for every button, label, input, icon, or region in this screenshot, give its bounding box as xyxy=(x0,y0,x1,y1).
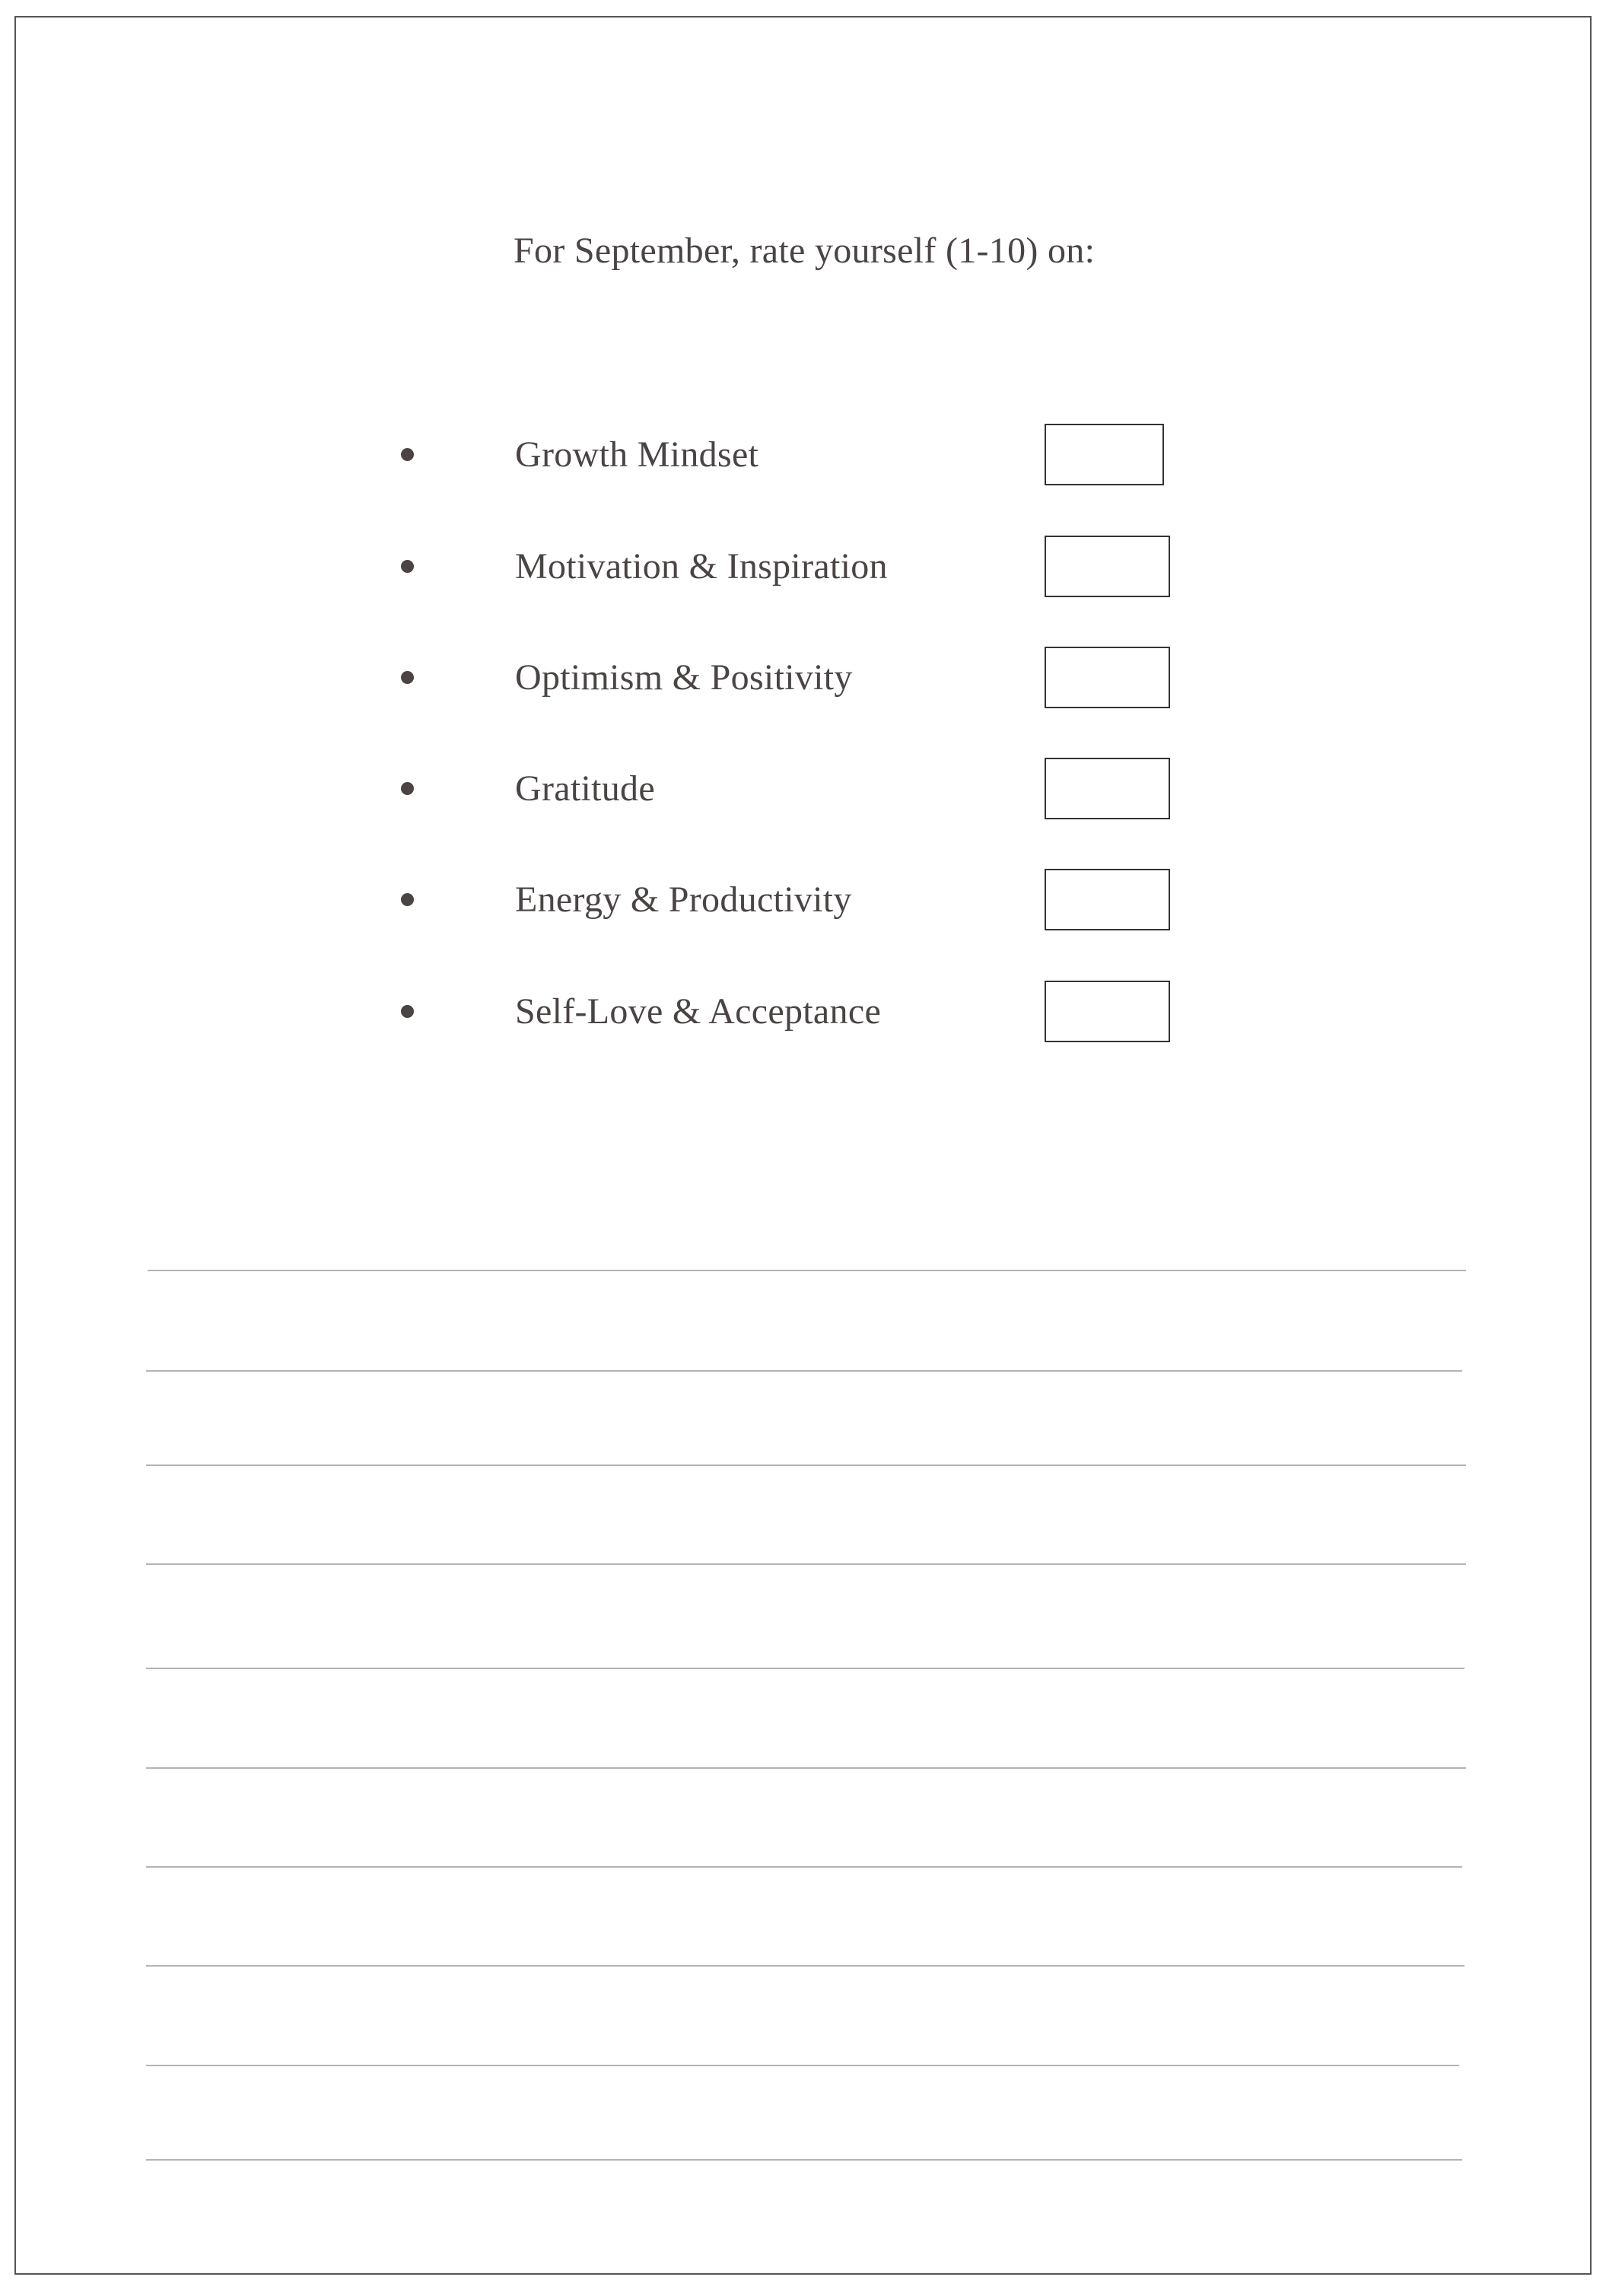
score-box[interactable] xyxy=(1045,981,1170,1042)
rating-item-optimism-positivity xyxy=(0,647,1293,709)
rating-label: Energy & Productivity xyxy=(515,879,852,920)
rating-prompt: For September, rate yourself (1-10) on: xyxy=(514,231,1096,271)
rating-item-energy-productivity xyxy=(0,869,1293,931)
rating-item-motivation-inspiration xyxy=(0,536,1293,598)
note-line[interactable] xyxy=(146,1464,1466,1466)
rating-label: Optimism & Positivity xyxy=(515,657,853,698)
rating-item-gratitude xyxy=(0,758,1293,820)
rating-label: Gratitude xyxy=(515,768,655,809)
note-line[interactable] xyxy=(146,2159,1462,2161)
note-line[interactable] xyxy=(146,1866,1462,1868)
rating-label: Motivation & Inspiration xyxy=(515,546,888,587)
note-line[interactable] xyxy=(146,1965,1464,1967)
score-box[interactable] xyxy=(1045,758,1170,819)
bullet-icon xyxy=(401,671,414,684)
score-box[interactable] xyxy=(1045,647,1170,708)
rating-list xyxy=(0,0,1606,1141)
bullet-icon xyxy=(401,893,414,906)
bullet-icon xyxy=(401,448,414,461)
bullet-icon xyxy=(401,782,414,795)
rating-label: Growth Mindset xyxy=(515,434,759,475)
note-line[interactable] xyxy=(146,1563,1466,1565)
note-line[interactable] xyxy=(148,1270,1466,1271)
note-line[interactable] xyxy=(146,2065,1459,2066)
bullet-icon xyxy=(401,560,414,573)
score-box[interactable] xyxy=(1045,424,1164,485)
score-box[interactable] xyxy=(1045,536,1170,597)
bullet-icon xyxy=(401,1005,414,1018)
note-line[interactable] xyxy=(146,1767,1466,1769)
rating-label: Self-Love & Acceptance xyxy=(515,991,882,1032)
score-box[interactable] xyxy=(1045,869,1170,930)
note-line[interactable] xyxy=(146,1370,1462,1372)
note-line[interactable] xyxy=(146,1668,1464,1669)
rating-item-growth-mindset xyxy=(0,424,1293,486)
rating-item-self-love-acceptance xyxy=(0,981,1293,1043)
